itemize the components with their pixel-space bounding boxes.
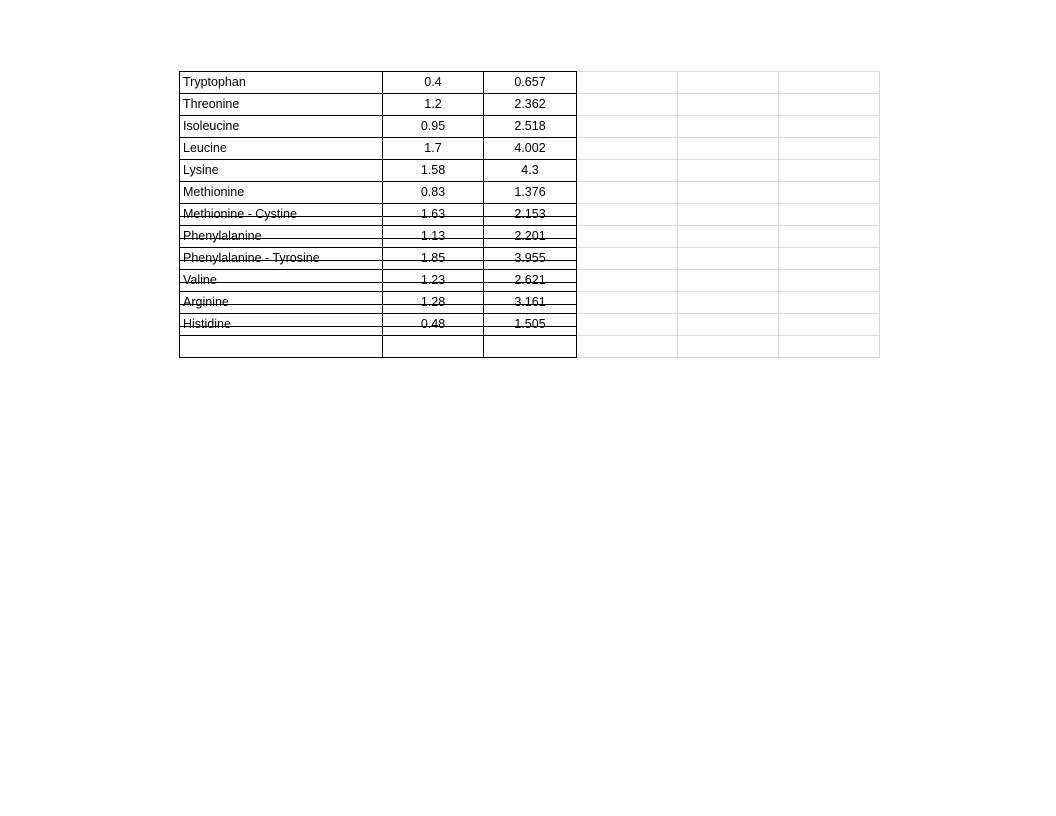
table-row [180,160,880,182]
table-row [180,94,880,116]
value-cell-a[interactable] [383,336,484,358]
value-cell-a[interactable]: 1.63 [383,204,484,226]
empty-cell[interactable] [779,72,880,94]
table-row [180,292,880,314]
empty-cell[interactable] [577,182,678,204]
empty-cell[interactable] [678,182,779,204]
table-row [180,116,880,138]
empty-cell[interactable] [779,336,880,358]
table-row [180,336,880,358]
empty-cell[interactable] [678,226,779,248]
amino-acid-table [179,71,880,358]
empty-cell[interactable] [577,270,678,292]
table-row [180,138,880,160]
empty-cell[interactable] [577,336,678,358]
empty-cell[interactable] [678,248,779,270]
empty-cell[interactable] [779,160,880,182]
row-label[interactable]: Phenylalanine [180,226,383,248]
row-label[interactable]: Leucine [180,138,383,160]
empty-cell[interactable] [577,160,678,182]
table-row [180,270,880,292]
empty-cell[interactable] [577,204,678,226]
row-label[interactable]: Methionine - Cystine [180,204,383,226]
empty-cell[interactable] [678,314,779,336]
value-cell-b[interactable]: 2.518 [484,116,577,138]
empty-cell[interactable] [577,94,678,116]
table-row [180,314,880,336]
value-cell-b[interactable]: 4.002 [484,138,577,160]
empty-cell[interactable] [577,292,678,314]
row-label[interactable]: Isoleucine [180,116,383,138]
empty-cell[interactable] [779,226,880,248]
empty-cell[interactable] [779,182,880,204]
empty-cell[interactable] [779,138,880,160]
empty-cell[interactable] [779,314,880,336]
value-cell-a[interactable]: 0.48 [383,314,484,336]
empty-cell[interactable] [577,72,678,94]
empty-cell[interactable] [678,336,779,358]
row-label[interactable]: Phenylalanine - Tyrosine [180,248,383,270]
value-cell-b[interactable]: 3.161 [484,292,577,314]
table-row [180,72,880,94]
value-cell-b[interactable]: 3.955 [484,248,577,270]
empty-cell[interactable] [577,116,678,138]
row-label[interactable]: Tryptophan [180,72,383,94]
empty-cell[interactable] [779,94,880,116]
table-row [180,248,880,270]
empty-cell[interactable] [678,138,779,160]
value-cell-a[interactable]: 1.13 [383,226,484,248]
value-cell-b[interactable]: 1.505 [484,314,577,336]
empty-cell[interactable] [779,248,880,270]
value-cell-b[interactable]: 2.153 [484,204,577,226]
table-row [180,182,880,204]
empty-cell[interactable] [678,94,779,116]
value-cell-a[interactable]: 1.58 [383,160,484,182]
value-cell-b[interactable]: 2.362 [484,94,577,116]
value-cell-a[interactable]: 0.83 [383,182,484,204]
row-label[interactable]: Arginine [180,292,383,314]
empty-cell[interactable] [779,204,880,226]
table-row [180,204,880,226]
value-cell-a[interactable]: 1.23 [383,270,484,292]
empty-cell[interactable] [678,72,779,94]
value-cell-b[interactable]: 2.201 [484,226,577,248]
row-label[interactable]: Valine [180,270,383,292]
empty-cell[interactable] [678,160,779,182]
row-label[interactable] [180,336,383,358]
empty-cell[interactable] [779,270,880,292]
empty-cell[interactable] [779,116,880,138]
value-cell-b[interactable] [484,336,577,358]
empty-cell[interactable] [678,292,779,314]
row-label[interactable]: Methionine [180,182,383,204]
empty-cell[interactable] [577,248,678,270]
value-cell-a[interactable]: 1.2 [383,94,484,116]
value-cell-a[interactable]: 1.28 [383,292,484,314]
empty-cell[interactable] [678,270,779,292]
empty-cell[interactable] [577,138,678,160]
value-cell-a[interactable]: 1.85 [383,248,484,270]
value-cell-a[interactable]: 0.4 [383,72,484,94]
empty-cell[interactable] [577,226,678,248]
row-label[interactable]: Lysine [180,160,383,182]
empty-cell[interactable] [678,116,779,138]
value-cell-a[interactable]: 1.7 [383,138,484,160]
value-cell-a[interactable]: 0.95 [383,116,484,138]
row-label[interactable]: Threonine [180,94,383,116]
empty-cell[interactable] [678,204,779,226]
empty-cell[interactable] [779,292,880,314]
value-cell-b[interactable]: 2.621 [484,270,577,292]
value-cell-b[interactable]: 0.657 [484,72,577,94]
value-cell-b[interactable]: 4.3 [484,160,577,182]
empty-cell[interactable] [577,314,678,336]
row-label[interactable]: Histidine [180,314,383,336]
value-cell-b[interactable]: 1.376 [484,182,577,204]
table-row [180,226,880,248]
